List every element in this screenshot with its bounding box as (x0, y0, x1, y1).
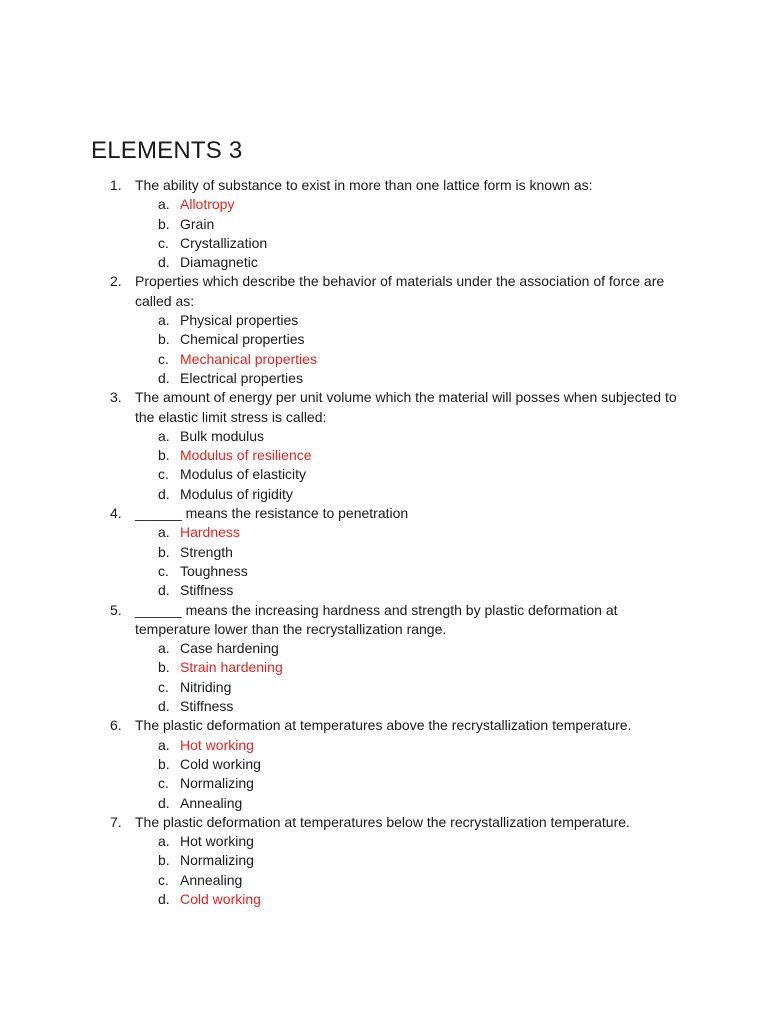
option-letter: c. (158, 562, 169, 579)
option-text: Annealing (180, 794, 243, 811)
answer-option (0, 523, 768, 542)
option-letter: c. (158, 234, 169, 251)
answer-option (0, 215, 768, 234)
answer-option (0, 350, 768, 369)
option-text: Physical properties (180, 312, 299, 329)
answer-option (0, 871, 768, 890)
question-number: 1. (110, 177, 122, 193)
question-row (0, 601, 768, 640)
question-item (0, 388, 768, 504)
answer-option (0, 639, 768, 658)
question-text: ______ means the resistance to penetration (135, 505, 409, 522)
option-letter: c. (158, 466, 169, 483)
option-letter: b. (158, 215, 170, 232)
option-text: Nitriding (180, 678, 232, 695)
answer-option (0, 851, 768, 870)
answer-option (0, 427, 768, 446)
option-letter: b. (158, 852, 170, 869)
option-letter: d. (158, 254, 170, 271)
option-letter: a. (158, 196, 170, 213)
option-letter: b. (158, 659, 170, 676)
option-letter: c. (158, 350, 169, 367)
question-text: The amount of energy per unit volume which the material will posses when subjected to the elastic limit stress is called: (135, 389, 677, 425)
option-text: Hot working (180, 833, 254, 850)
answer-option (0, 562, 768, 581)
option-text: Electrical properties (180, 369, 303, 386)
question-row (0, 176, 768, 195)
question-text: The plastic deformation at temperatures below the recrystallization temperature. (135, 813, 630, 830)
question-number: 3. (110, 389, 122, 406)
answer-option (0, 678, 768, 697)
option-letter: a. (158, 524, 170, 541)
question-item (0, 813, 768, 909)
question-number: 5. (110, 601, 122, 618)
question-row (0, 272, 768, 311)
option-letter: d. (158, 582, 170, 599)
option-text: Cold working (180, 755, 261, 772)
question-item (0, 716, 768, 812)
option-text: Diamagnetic (180, 254, 258, 271)
option-text: Bulk modulus (180, 427, 265, 444)
answer-option (0, 794, 768, 813)
answer-option (0, 543, 768, 562)
option-letter: d. (158, 485, 170, 502)
answer-option (0, 697, 768, 716)
question-item (0, 176, 768, 272)
question-number: 7. (110, 813, 122, 830)
option-text-correct: Allotropy (180, 196, 235, 213)
answer-option (0, 832, 768, 851)
option-letter: a. (158, 640, 170, 657)
option-text: Strength (180, 543, 233, 560)
option-text: Normalizing (180, 775, 254, 792)
option-letter: b. (158, 543, 170, 560)
option-text: Chemical properties (180, 331, 305, 348)
question-text: The plastic deformation at temperatures above the recrystallization temperature. (135, 717, 632, 734)
option-text-correct: Strain hardening (180, 659, 283, 676)
question-list (0, 176, 768, 909)
option-letter: b. (158, 755, 170, 772)
question-text: ______ means the increasing hardness and strength by plastic deformation at temperature lower than the recrystallization range. (135, 601, 618, 637)
option-letter: a. (158, 736, 170, 753)
answer-option (0, 311, 768, 330)
answer-option (0, 253, 768, 272)
question-number: 6. (110, 717, 122, 734)
question-text: The ability of substance to exist in more than one lattice form is known as: (135, 177, 593, 193)
option-letter: c. (158, 678, 169, 695)
answer-option (0, 446, 768, 465)
answer-option (0, 369, 768, 388)
page-title: ELEMENTS 3 (91, 137, 243, 164)
question-row (0, 813, 768, 832)
option-text-correct: Hardness (180, 524, 240, 541)
question-item (0, 272, 768, 388)
question-item (0, 601, 768, 717)
question-item (0, 504, 768, 600)
option-text: Modulus of rigidity (180, 485, 293, 502)
option-text-correct: Mechanical properties (180, 350, 317, 367)
option-text: Modulus of elasticity (180, 466, 307, 483)
option-letter: d. (158, 698, 170, 715)
option-letter: a. (158, 427, 170, 444)
question-row (0, 504, 768, 523)
option-text: Toughness (180, 562, 248, 579)
option-text: Crystallization (180, 234, 268, 251)
question-row (0, 388, 768, 427)
option-letter: a. (158, 312, 170, 329)
option-letter: d. (158, 369, 170, 386)
answer-option (0, 581, 768, 600)
option-text: Normalizing (180, 852, 254, 869)
option-text: Stiffness (180, 582, 234, 599)
option-letter: b. (158, 331, 170, 348)
answer-option (0, 890, 768, 909)
answer-option (0, 755, 768, 774)
option-letter: d. (158, 794, 170, 811)
option-text: Stiffness (180, 698, 234, 715)
answer-option (0, 658, 768, 677)
question-text: Properties which describe the behavior of materials under the association of force are called as: (135, 273, 665, 309)
option-text: Case hardening (180, 640, 279, 657)
question-row (0, 716, 768, 735)
option-letter: a. (158, 833, 170, 850)
answer-option (0, 465, 768, 484)
answer-option (0, 774, 768, 793)
option-text: Grain (180, 215, 215, 232)
option-letter: c. (158, 775, 169, 792)
question-number: 2. (110, 273, 122, 290)
answer-option (0, 736, 768, 755)
option-letter: d. (158, 890, 170, 907)
answer-option (0, 485, 768, 504)
answer-option (0, 234, 768, 253)
option-letter: c. (158, 871, 169, 888)
answer-option (0, 195, 768, 214)
question-number: 4. (110, 505, 122, 522)
option-text-correct: Hot working (180, 736, 254, 753)
answer-option (0, 330, 768, 349)
option-letter: b. (158, 447, 170, 464)
option-text-correct: Modulus of resilience (180, 447, 312, 464)
option-text: Annealing (180, 871, 243, 888)
option-text-correct: Cold working (180, 890, 261, 907)
